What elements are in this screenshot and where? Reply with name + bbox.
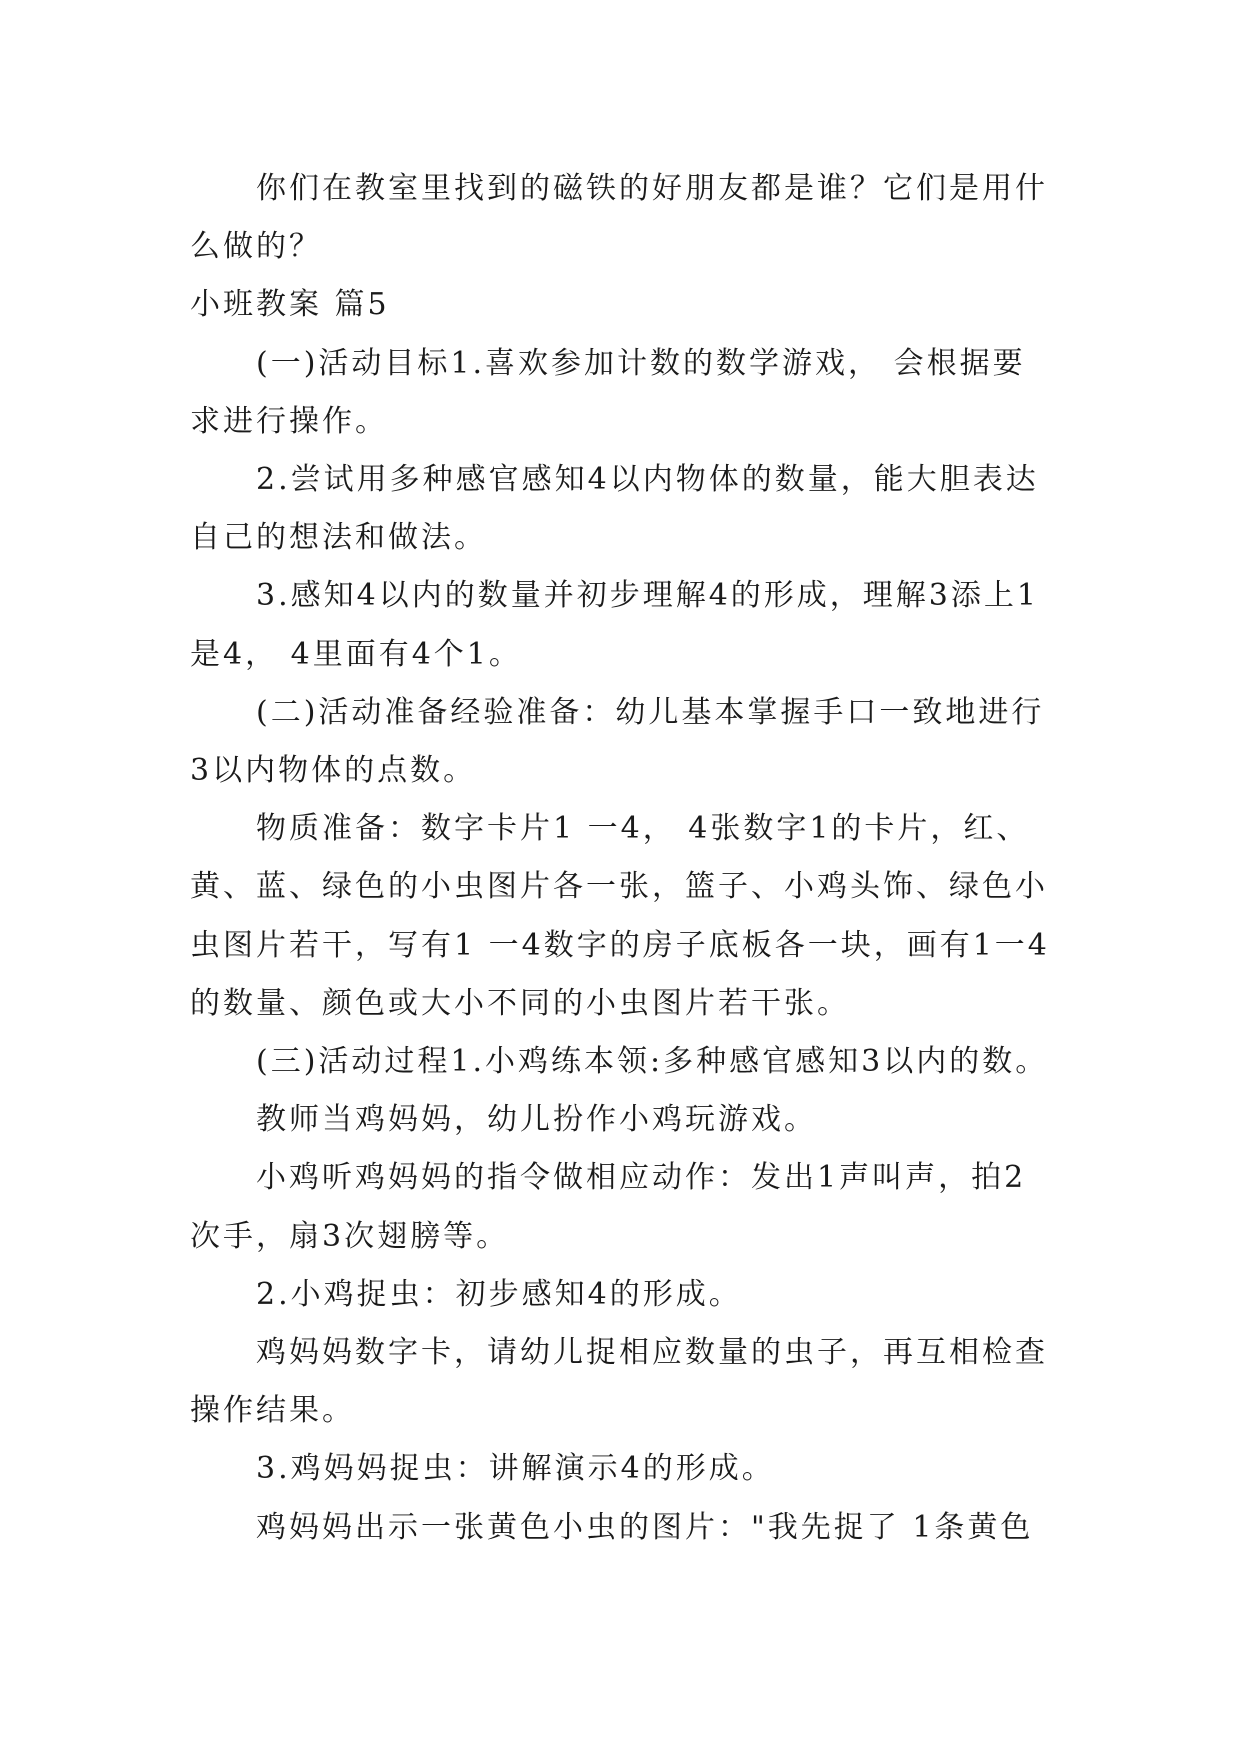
paragraph-material-preparation: 物质准备：数字卡片1 一4， 4张数字1的卡片，红、黄、蓝、绿色的小虫图片各一张，篮子、小鸡头饰、绿色小虫图片若干，写有1 一4数字的房子底板各一块，画有1一4的数量、颜色或大小不同的小虫图片若干张。	[190, 811, 1050, 1021]
paragraph-activity-goal-3: 3.感知4以内的数量并初步理解4的形成，理解3添上1是4， 4里面有4个1。	[190, 578, 1039, 672]
paragraph-experience-preparation: (二)活动准备经验准备：幼儿基本掌握手口一致地进行3以内物体的点数。	[190, 694, 1045, 789]
paragraph-chick-actions: 小鸡听鸡妈妈的指令做相应动作：发出1声叫声，拍2次手，扇3次翅膀等。	[190, 1160, 1027, 1254]
paragraph-number-card-task: 鸡妈妈数字卡，请幼儿捉相应数量的虫子，再互相检查操作结果。	[190, 1335, 1048, 1429]
paragraph-activity-goal-1: (一)活动目标1.喜欢参加计数的数学游戏， 会根据要求进行操作。	[190, 345, 1026, 439]
section-heading: 小班教案 篇5	[190, 287, 390, 323]
paragraph-teacher-role: 教师当鸡妈妈，幼儿扮作小鸡玩游戏。	[256, 1102, 817, 1138]
paragraph-process-step-1: (三)活动过程1.小鸡练本领:多种感官感知3以内的数。	[256, 1044, 1049, 1080]
paragraph-process-step-3: 3.鸡妈妈捉虫：讲解演示4的形成。	[256, 1451, 775, 1487]
document-body	[190, 160, 1052, 1557]
paragraph-yellow-bug-demo: 鸡妈妈出示一张黄色小虫的图片："我先捉了 1条黄色	[256, 1509, 1034, 1545]
paragraph-process-step-2: 2.小鸡捉虫：初步感知4的形成。	[256, 1276, 742, 1312]
paragraph-question: 你们在教室里找到的磁铁的好朋友都是谁？它们是用什么做的？	[190, 171, 1048, 265]
paragraph-activity-goal-2: 2.尝试用多种感官感知4以内物体的数量，能大胆表达自己的想法和做法。	[190, 462, 1039, 556]
